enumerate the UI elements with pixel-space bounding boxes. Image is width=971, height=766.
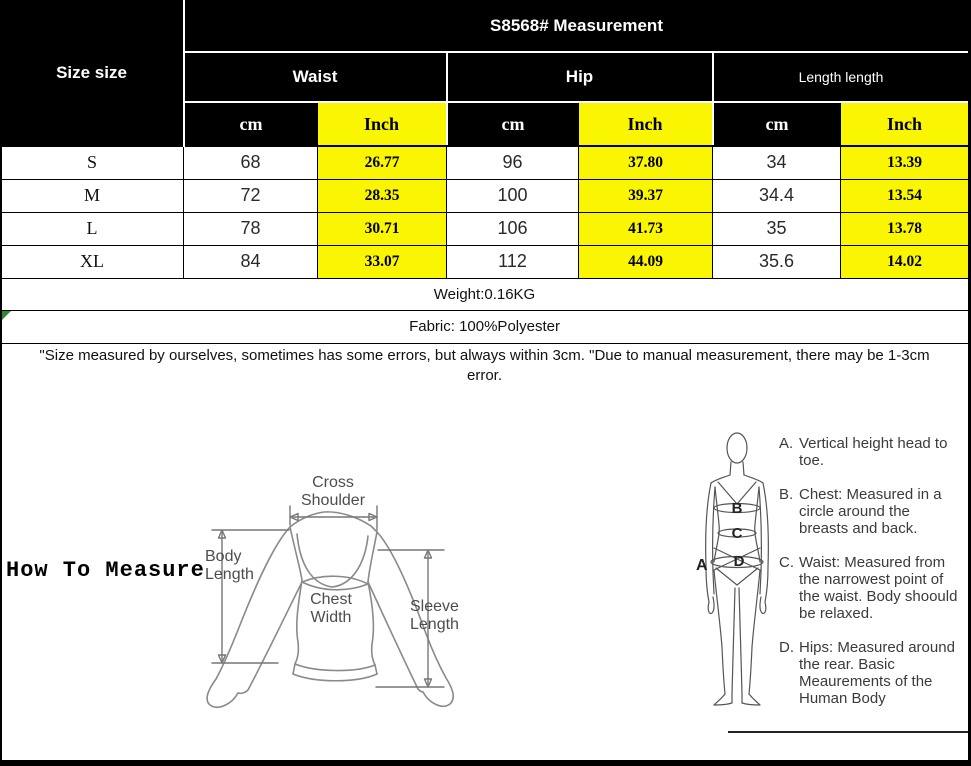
unit-header-waist-cm: cm (184, 102, 318, 146)
figure-label-c: C (731, 525, 743, 542)
length-inch-cell: 13.78 (841, 212, 969, 245)
waist-inch-cell: 28.35 (318, 179, 447, 212)
cell-flag-marker (2, 311, 11, 320)
hip-cm-cell: 106 (447, 212, 579, 245)
note-row: "Size measured by ourselves, sometimes has some errors, but always within 3cm. "Due to manual measurement, there may be 1-3cm error. (1, 343, 969, 389)
length-cm-cell: 34 (713, 146, 841, 179)
table-row-m (1, 179, 969, 212)
length-cm-cell: 35.6 (713, 245, 841, 278)
figure-label-a: A (696, 557, 708, 574)
waist-cm-cell: 78 (184, 212, 318, 245)
waist-cm-cell: 72 (184, 179, 318, 212)
cross-shoulder-label: Cross Shoulder (300, 474, 366, 509)
legend-letter: A. (779, 435, 794, 452)
hip-cm-cell: 96 (447, 146, 579, 179)
size-column-header: Size size (1, 0, 184, 146)
hip-cm-cell: 100 (447, 179, 579, 212)
unit-header-hip-inch: Inch (579, 102, 713, 146)
length-cm-cell: 34.4 (713, 179, 841, 212)
body-length-label: Body Length (205, 548, 254, 583)
unit-header-waist-inch: Inch (318, 102, 447, 146)
human-figure-diagram (680, 422, 795, 722)
hip-inch-cell: 39.37 (579, 179, 713, 212)
length-inch-cell: 14.02 (841, 245, 969, 278)
legend-item-c (779, 554, 961, 622)
left-border (0, 0, 2, 766)
legend-text: Chest: Measured in a circle around the breasts and back. (799, 486, 942, 537)
legend-letter: B. (779, 486, 794, 503)
table-row-xl (1, 245, 969, 278)
sleeve-length-label: Sleeve Length (410, 598, 459, 633)
bottom-border (0, 760, 971, 766)
unit-header-length-cm: cm (713, 102, 841, 146)
waist-cm-cell: 68 (184, 146, 318, 179)
legend-letter: C. (779, 554, 794, 571)
legend-item-b (779, 486, 961, 537)
fabric-row: Fabric: 100%Polyester (1, 310, 969, 343)
length-inch-cell: 13.39 (841, 146, 969, 179)
figure-label-b: B (731, 500, 743, 517)
legend-item-a (779, 435, 961, 469)
legend-text: Vertical height head to toe. (799, 435, 948, 469)
waist-inch-cell: 33.07 (318, 245, 447, 278)
table-row-s (1, 146, 969, 179)
table-title: S8568# Measurement (184, 0, 969, 52)
length-cm-cell: 35 (713, 212, 841, 245)
table-row-l (1, 212, 969, 245)
size-cell: M (1, 179, 184, 212)
section-heading: How To Measure (6, 558, 205, 583)
hip-inch-cell: 37.80 (579, 146, 713, 179)
legend-letter: D. (779, 639, 794, 656)
legend-item-d (779, 639, 961, 707)
figure-label-d: D (733, 553, 745, 570)
group-header-hip: Hip (447, 52, 713, 102)
hip-cm-cell: 112 (447, 245, 579, 278)
divider-line (728, 731, 968, 733)
size-cell: S (1, 146, 184, 179)
size-cell: XL (1, 245, 184, 278)
size-cell: L (1, 212, 184, 245)
waist-cm-cell: 84 (184, 245, 318, 278)
hip-inch-cell: 44.09 (579, 245, 713, 278)
unit-header-length-inch: Inch (841, 102, 969, 146)
weight-row: Weight:0.16KG (1, 278, 969, 310)
measurement-legend (779, 435, 961, 724)
unit-header-hip-cm: cm (447, 102, 579, 146)
chest-width-label: Chest Width (310, 591, 352, 626)
waist-inch-cell: 30.71 (318, 212, 447, 245)
legend-text: Waist: Measured from the narrowest point of the waist. Body shoould be relaxed. (799, 554, 958, 622)
waist-inch-cell: 26.77 (318, 146, 447, 179)
how-to-measure-section (0, 389, 971, 760)
legend-text: Hips: Measured around the rear. Basic Meaurements of the Human Body (799, 639, 955, 707)
group-header-waist: Waist (184, 52, 447, 102)
length-inch-cell: 13.54 (841, 179, 969, 212)
hip-inch-cell: 41.73 (579, 212, 713, 245)
group-header-length: Length length (713, 52, 969, 102)
